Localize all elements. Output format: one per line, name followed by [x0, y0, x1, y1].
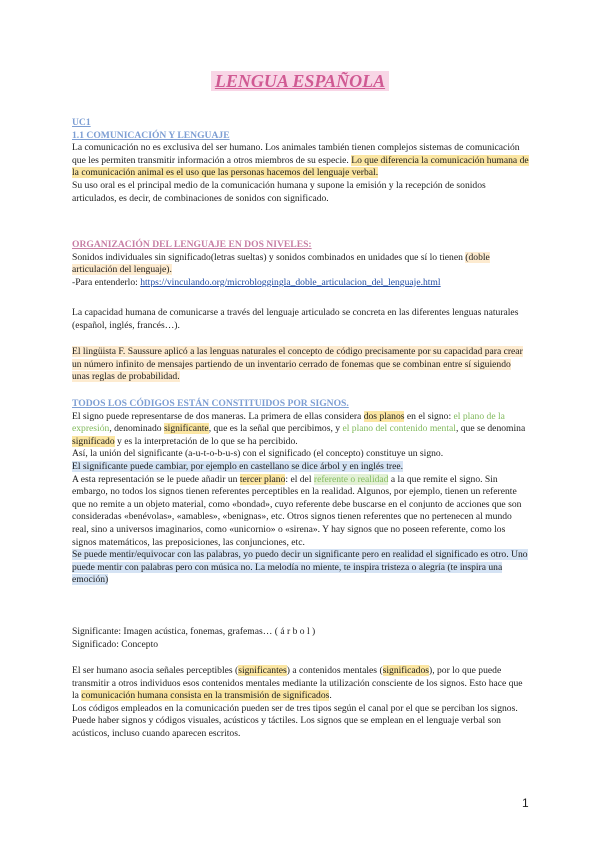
p13-e: ), por lo que puede transmitir a otros individuos esos contenidos mentales mediante la utilización consciente de los signos. Esto hace que la	[72, 665, 523, 702]
p9-e: a la que remite el signo. Sin embargo, no todos los signos tienen referentes perceptibles en la realidad. Algunos, por ejemplo, tienen un referente que no remite a un objeto material, como «bondad», cuyo referente debe buscarse en el conjunto de acciones que son consideradas «benévolas», «amables», «benignas», etc. Otros signos tienen referentes que no pertenecen al mundo real, sino a universos imaginarios, como «unicornio» o «sirena». Y hay signos que no poseen referente, como los signos matemáticos, las preposiciones, las conjunciones, etc.	[72, 473, 522, 548]
title-text: LENGUA ESPAÑOLA	[211, 71, 389, 91]
p9-d: referente o realidad	[313, 473, 389, 485]
p10-highlight: Se puede mentir/equivocar con las palabras, yo puedo decir un significante pero en realidad el significado es otro. Uno puede mentir con palabras pero con música no. La melodía no miente, te inspira tristeza o alegría (te inspira una emoción)	[72, 549, 528, 586]
unit-label: UC1	[72, 117, 91, 128]
final-block	[72, 665, 530, 741]
section-heading-3: TODOS LOS CÓDIGOS ESTÁN CONSTITUIDOS POR SIGNOS.	[72, 398, 349, 409]
link-line	[72, 277, 530, 290]
paragraph-5	[72, 346, 530, 384]
paragraph-10	[72, 549, 530, 587]
significado-definition: Significado: Concepto	[72, 638, 159, 650]
paragraph-14: Los códigos empleados en la comunicación pueden ser de tres tipos según el canal por el que se perciban los signos. Puede haber signos y códigos visuales, acústicos y táctiles. Los signos que se emplean en el lenguaje verbal son acústicos, incluso cuando aparecen escritos.	[72, 702, 518, 739]
p13-c: ) a contenidos mentales (	[286, 665, 383, 676]
paragraph-4: La capacidad humana de comunicarse a través del lenguaje articulado se concreta en las diferentes lenguas naturales (español, inglés, francés…).	[72, 307, 519, 331]
significante-definition: Significante: Imagen acústica, fonemas, grafemas… ( á r b o l )	[72, 626, 316, 637]
p6-k: y es la interpretación de lo que se ha percibido.	[114, 435, 298, 447]
p3-text: Sonidos individuales sin significado(letras sueltas) y sonidos combinados en unidades que sí lo tienen	[72, 251, 463, 263]
p6-b: dos planos	[363, 410, 405, 422]
p1-highlight: Lo que diferencia la comunicación humana de la comunicación animal es el uso que las personas hacemos del lenguaje verbal.	[72, 154, 529, 179]
definitions-block	[72, 626, 530, 651]
paragraph-6	[72, 411, 530, 449]
p9-c: : el del	[285, 473, 314, 485]
p6-d: el plano de la expresión	[72, 410, 505, 435]
page-number: 1	[522, 796, 529, 810]
p5-highlight: El lingüista F. Saussure aplicó a las lenguas naturales el concepto de código precisamente por su capacidad para crear un número infinito de mensajes partiendo de un inventario cerrado de fonemas que se combinan entre sí siguiendo unas reglas de probabilidad.	[72, 346, 523, 383]
paragraph-13	[72, 665, 530, 703]
link-label: -Para entenderlo:	[72, 276, 141, 288]
p8-highlight: El significante puede cambiar, por ejemplo en castellano se dice árbol y en inglés tree.	[72, 460, 404, 472]
unit-heading-block	[72, 117, 530, 205]
p6-i: , que se denomina	[455, 423, 526, 435]
paragraph-1	[72, 142, 530, 180]
document-title	[0, 71, 600, 92]
p6-c: en el signo:	[404, 410, 454, 422]
paragraph-2: Su uso oral es el principal medio de la comunicación humana y supone la emisión y la recepción de sonidos articulados, es decir, de combinaciones de sonidos con significado.	[72, 179, 486, 204]
p3-highlight: (doble articulación del lenguaje).	[72, 251, 490, 276]
p13-f: comunicación humana consista en la transmisión de significados	[81, 690, 330, 702]
paragraph-8	[72, 461, 530, 474]
p13-b: significantes	[238, 665, 287, 676]
section-heading-2: ORGANIZACIÓN DEL LENGUAJE EN DOS NIVELES:	[72, 239, 312, 250]
p13-d: significados	[382, 665, 430, 676]
paragraph-3	[72, 252, 530, 277]
organization-block	[72, 239, 530, 289]
paragraph-7: Así, la unión del significante (a-u-t-o-b-u-s) con el significado (el concepto) constituye un signo.	[72, 448, 444, 460]
p6-j: significado	[72, 435, 115, 447]
p6-e: , denominado	[109, 423, 164, 435]
p9-b: tercer plano	[239, 473, 286, 485]
p6-h: el plano del contenido mental	[342, 423, 456, 435]
p6-f: significante	[163, 423, 209, 435]
p9-a: A esta representación se le puede añadir un	[72, 473, 240, 485]
p6-a: El signo puede representarse de dos maneras. La primera de ellas considera	[72, 410, 364, 422]
section-heading-1: 1.1 COMUNICACIÓN Y LENGUAJE	[72, 129, 230, 141]
p13-g: .	[329, 690, 332, 702]
p13-a: El ser humano asocia señales perceptibles (	[72, 665, 239, 676]
signs-block	[72, 398, 530, 587]
p1-text: La comunicación no es exclusiva del ser humano. Los animales también tienen complejos sistemas de comunicación que les permiten transmitir información a otros miembros de su especie.	[72, 142, 520, 166]
reference-link[interactable]: https://vinculando.org/microbloggingla_doble_articulacion_del_lenguaje.html	[140, 276, 441, 288]
p6-g: , que es la señal que percibimos, y	[208, 423, 343, 435]
paragraph-9	[72, 474, 530, 550]
